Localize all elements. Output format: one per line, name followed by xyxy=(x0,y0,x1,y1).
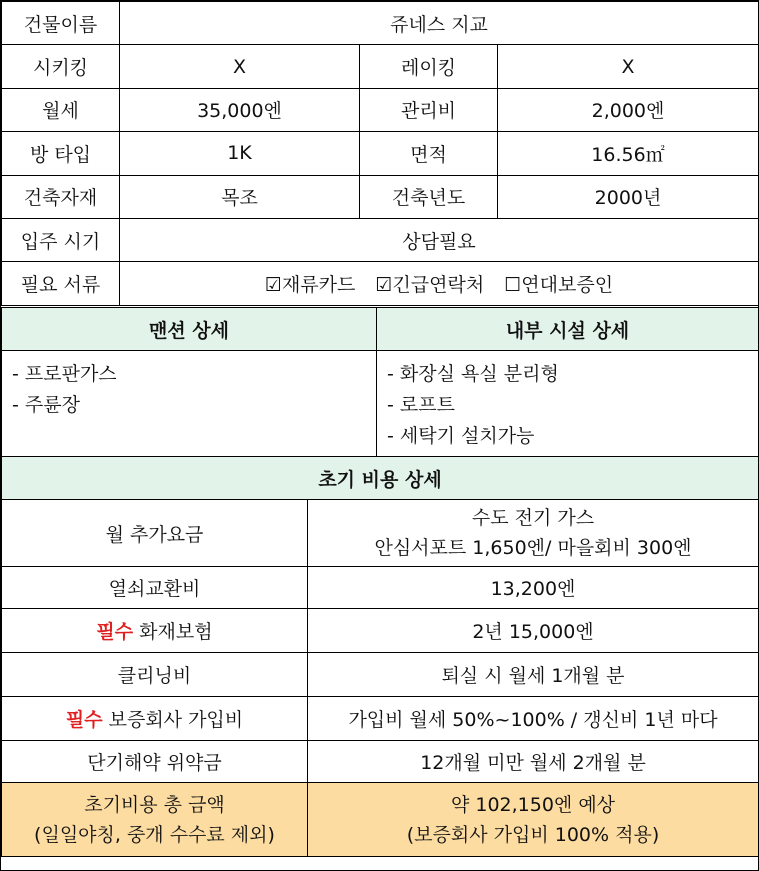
interior-header: 내부 시설 상세 xyxy=(377,308,759,351)
table-row xyxy=(2,500,759,567)
fire-value: 2년 15,000엔 xyxy=(308,609,759,653)
year-label: 건축년도 xyxy=(360,175,498,218)
monthly-extra-value: 수도 전기 가스 안심서포트 1,650엔/ 마을회비 300엔 xyxy=(308,500,759,567)
mgmt-label: 관리비 xyxy=(360,88,498,131)
room-type-value: 1K xyxy=(120,132,360,175)
table-row xyxy=(2,567,759,609)
table-row xyxy=(2,45,759,88)
reikin-label: 레이킹 xyxy=(360,45,498,88)
guarantor-value: 가입비 월세 50%~100% / 갱신비 1년 마다 xyxy=(308,697,759,741)
table-row xyxy=(2,741,759,783)
fire-label: 필수 화재보험 xyxy=(2,609,308,653)
building-name-value: 쥬네스 지교 xyxy=(120,2,759,45)
mansion-list xyxy=(2,351,377,457)
table-row xyxy=(2,653,759,697)
rent-label: 월세 xyxy=(2,88,120,131)
docs-value xyxy=(120,262,759,305)
table-row xyxy=(2,175,759,218)
list-item: - 프로판가스 xyxy=(12,363,117,385)
interior-list xyxy=(377,351,759,457)
monthly-extra-label: 월 추가요금 xyxy=(2,500,308,567)
table-row xyxy=(2,88,759,131)
cleaning-value: 퇴실 시 월세 1개월 분 xyxy=(308,653,759,697)
material-value: 목조 xyxy=(120,175,360,218)
table-row xyxy=(2,2,759,45)
penalty-label: 단기해약 위약금 xyxy=(2,741,308,783)
emergency-contact-check: ☑긴급연락처 xyxy=(375,274,485,297)
year-value: 2000년 xyxy=(498,175,759,218)
rent-value: 35,000엔 xyxy=(120,88,360,131)
cost-header: 초기 비용 상세 xyxy=(2,457,759,500)
required-mark: 필수 xyxy=(96,621,134,643)
table-row xyxy=(2,218,759,261)
list-item: - 세탁기 설치가능 xyxy=(387,425,535,447)
area-label: 면적 xyxy=(360,132,498,175)
docs-label: 필요 서류 xyxy=(2,262,120,305)
guarantor-label: 필수 보증회사 가입비 xyxy=(2,697,308,741)
table-row xyxy=(2,697,759,741)
room-type-label: 방 타입 xyxy=(2,132,120,175)
table-row xyxy=(2,132,759,175)
material-label: 건축자재 xyxy=(2,175,120,218)
total-row xyxy=(2,783,759,857)
joint-guarantor-check: ☐연대보증인 xyxy=(504,274,614,297)
movein-label: 입주 시기 xyxy=(2,218,120,261)
key-label: 열쇠교환비 xyxy=(2,567,308,609)
area-value: 16.56㎡ xyxy=(498,132,759,175)
details-table xyxy=(1,307,759,457)
movein-value: 상담필요 xyxy=(120,218,759,261)
list-item: - 주륜장 xyxy=(12,394,80,416)
initial-cost-table xyxy=(1,456,759,857)
reikin-value: X xyxy=(498,45,759,88)
table-row xyxy=(2,609,759,653)
table-row xyxy=(2,262,759,305)
total-label: 초기비용 총 금액 (일일야칭, 중개 수수료 제외) xyxy=(2,783,308,857)
shikikin-label: 시키킹 xyxy=(2,45,120,88)
residence-card-check: ☑재류카드 xyxy=(264,274,356,297)
penalty-value: 12개월 미만 월세 2개월 분 xyxy=(308,741,759,783)
building-name-label: 건물이름 xyxy=(2,2,120,45)
mgmt-value: 2,000엔 xyxy=(498,88,759,131)
mansion-header: 맨션 상세 xyxy=(2,308,377,351)
list-item: - 로프트 xyxy=(387,394,455,416)
shikikin-value: X xyxy=(120,45,360,88)
basic-info-table xyxy=(1,1,759,306)
cleaning-label: 클리닝비 xyxy=(2,653,308,697)
required-mark: 필수 xyxy=(65,709,103,731)
list-item: - 화장실 욕실 분리형 xyxy=(387,363,559,385)
key-value: 13,200엔 xyxy=(308,567,759,609)
total-value: 약 102,150엔 예상 (보증회사 가입비 100% 적용) xyxy=(308,783,759,857)
